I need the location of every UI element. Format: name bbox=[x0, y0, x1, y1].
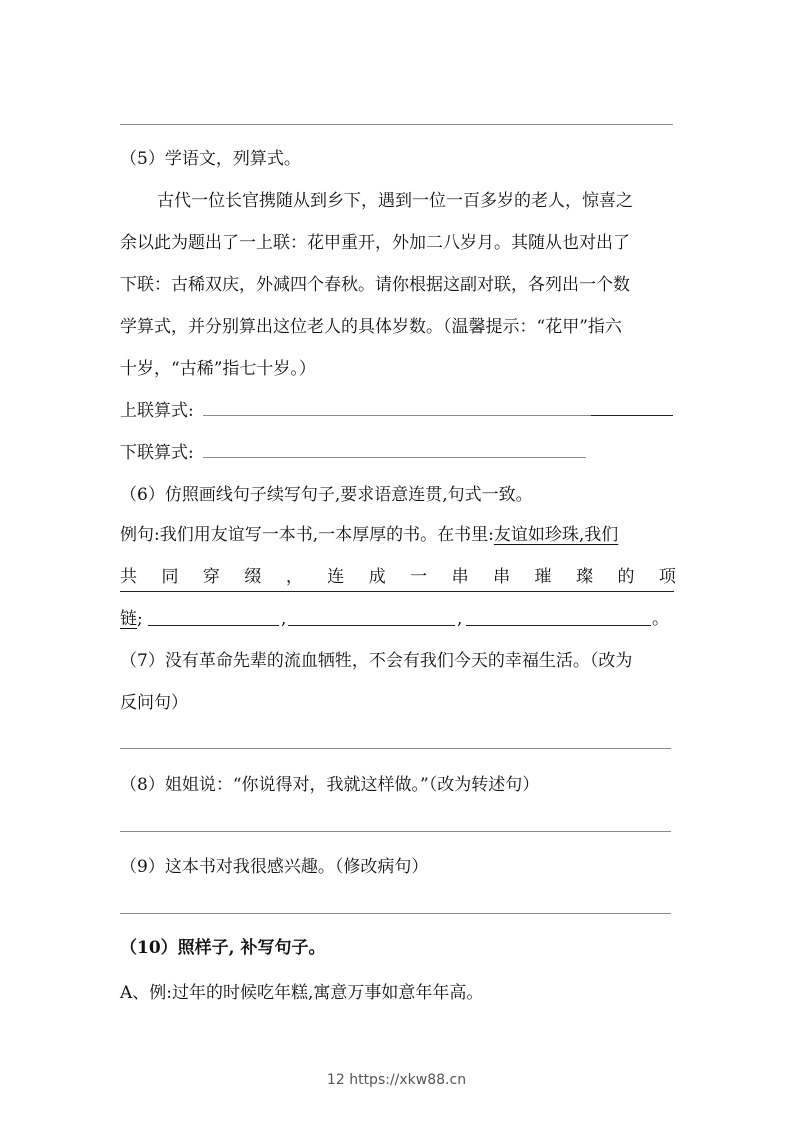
example-line-2-char: 串 bbox=[451, 567, 469, 587]
comma-1: , bbox=[281, 609, 287, 629]
example-line-2-char: 一 bbox=[410, 567, 428, 587]
example-line-2-char: 共 bbox=[120, 567, 137, 587]
lower-formula-label: 下联算式: bbox=[120, 443, 194, 463]
q10-a: A、例:过年的时候吃年糕,寓意万事如意年年高。 bbox=[120, 983, 484, 1003]
example-line-2-underline bbox=[120, 591, 674, 592]
upper-formula-label: 上联算式: bbox=[120, 401, 194, 421]
example-line-2-char: 成 bbox=[368, 567, 386, 587]
period: 。 bbox=[652, 609, 669, 629]
comma-2: , bbox=[457, 609, 463, 629]
blank-1[interactable] bbox=[148, 625, 279, 626]
q5-paragraph-line-5: 十岁，“古稀”指七十岁。） bbox=[120, 359, 316, 379]
q6-label: （6）仿照画线句子续写句子,要求语意连贯,句式一致。 bbox=[120, 485, 533, 505]
example-line-2-char: ， bbox=[285, 567, 303, 587]
example-line-2-char: 缀 bbox=[244, 567, 262, 587]
example-underlined-end: 链 bbox=[120, 609, 137, 629]
site-url: https://xkw88.cn bbox=[349, 1072, 467, 1088]
blank-2[interactable] bbox=[288, 625, 455, 626]
example-prefix: 例句:我们用友谊写一本书,一本厚厚的书。在书里: bbox=[120, 525, 494, 545]
example-line-1 bbox=[120, 524, 618, 546]
example-line-2-char: 璨 bbox=[575, 567, 593, 587]
q10-heading: （10）照样子, 补写句子。 bbox=[120, 938, 326, 958]
q5-paragraph-line-4: 学算式，并分别算出这位老人的具体岁数。（温馨提示：“花甲”指六 bbox=[120, 317, 622, 337]
example-line-2-char: 项 bbox=[658, 567, 676, 587]
q9: （9）这本书对我很感兴趣。（修改病句） bbox=[120, 857, 429, 877]
q5-paragraph-line-3: 下联：古稀双庆，外减四个春秋。请你根据这副对联，各列出一个数 bbox=[120, 275, 630, 295]
semicolon: ; bbox=[137, 609, 143, 629]
answer-line-top bbox=[120, 124, 673, 125]
q7-line-2: 反问句） bbox=[120, 693, 188, 713]
q8: （8）姐姐说：“你说得对，我就这样做。”（改为转述句） bbox=[120, 775, 540, 795]
q8-answer-line[interactable] bbox=[120, 831, 671, 832]
blank-3[interactable] bbox=[466, 625, 651, 626]
page-number: 12 bbox=[326, 1072, 345, 1088]
example-line-2-char: 同 bbox=[161, 567, 179, 587]
example-line-2 bbox=[120, 566, 676, 588]
q7-line-1: （7）没有革命先辈的流血牺牲，不会有我们今天的幸福生活。（改为 bbox=[120, 651, 633, 671]
upper-formula-answer-line[interactable] bbox=[203, 415, 591, 416]
q9-answer-line[interactable] bbox=[120, 913, 671, 914]
page-footer bbox=[0, 1072, 793, 1088]
q5-paragraph-line-2: 余以此为题出了一上联：花甲重开，外加二八岁月。其随从也对出了 bbox=[120, 233, 630, 253]
example-line-2-char: 穿 bbox=[202, 567, 220, 587]
example-underlined-start: 友谊如珍珠,我们 bbox=[493, 525, 619, 545]
example-line-3 bbox=[120, 608, 143, 630]
q5-paragraph-line-1: 古代一位长官携随从到乡下，遇到一位一百多岁的老人，惊喜之 bbox=[157, 191, 633, 211]
upper-formula-answer-line-end bbox=[591, 415, 673, 416]
q7-answer-line[interactable] bbox=[120, 748, 671, 749]
example-line-2-char: 连 bbox=[327, 567, 345, 587]
example-line-2-char: 串 bbox=[493, 567, 511, 587]
example-line-2-char: 的 bbox=[617, 567, 635, 587]
lower-formula-answer-line[interactable] bbox=[203, 457, 586, 458]
q5-label: （5）学语文，列算式。 bbox=[120, 149, 301, 169]
example-line-2-char: 璀 bbox=[534, 567, 552, 587]
